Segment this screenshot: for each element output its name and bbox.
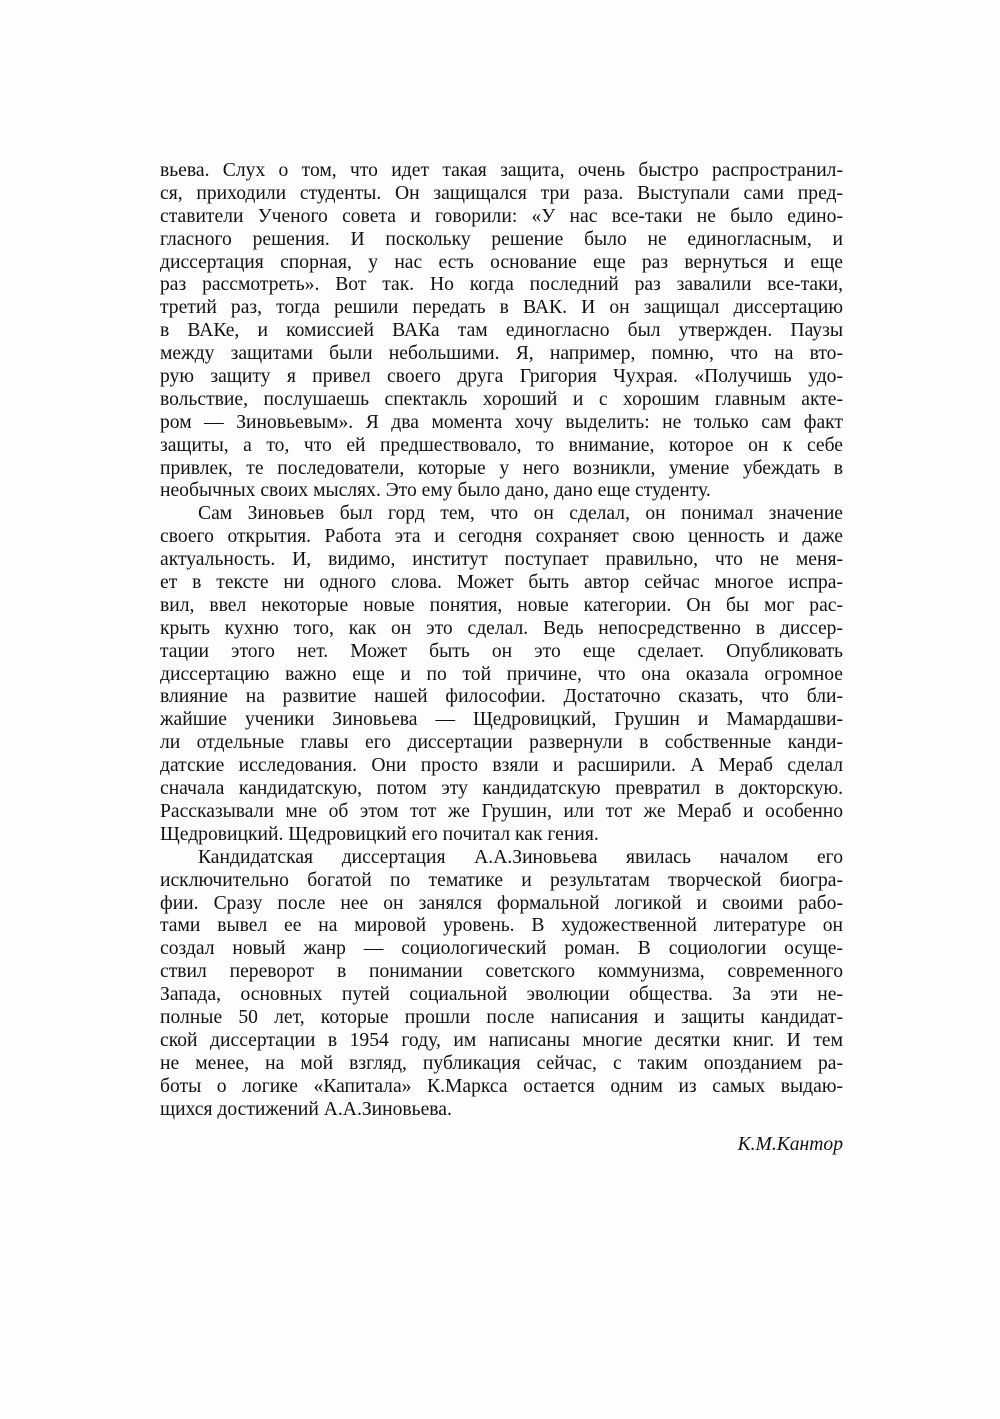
text-line: Кандидатская диссертация А.А.Зиновьева явилась началом его <box>198 846 843 868</box>
text-line: щихся достижений А.А.Зиновьева. <box>160 1098 452 1120</box>
text-line: Сам Зиновьев был горд тем, что он сделал, он понимал значение <box>198 503 843 525</box>
text-line: крыть кухню того, как он это сделал. Ведь непосредственно в диссер- <box>160 617 843 639</box>
text-line: вьева. Слух о том, что идет такая защита, очень быстро распространил- <box>160 160 843 181</box>
text-line: гласного решения. И поскольку решение было не единогласным, и <box>160 228 843 250</box>
text-line: между защитами были небольшими. Я, например, помню, что на вто- <box>160 343 843 365</box>
text-line: жайшие ученики Зиновьева — Щедровицкий, Грушин и Мамардашви- <box>160 709 843 731</box>
text-line: влияние на развитие нашей философии. Достаточно сказать, что бли- <box>160 686 843 708</box>
text-line: вольствие, послушаешь спектакль хороший и с хорошим главным акте- <box>160 388 843 410</box>
text-line: третий раз, тогда решили передать в ВАК. И он защищал диссертацию <box>160 297 843 319</box>
text-line: своего открытия. Работа эта и сегодня сохраняет свою ценность и даже <box>160 526 843 548</box>
text-line: диссертацию важно еще и по той причине, что она оказала огромное <box>160 663 843 685</box>
paragraph <box>160 847 843 1122</box>
paragraph <box>160 160 843 503</box>
text-line: сначала кандидатскую, потом эту кандидатскую превратил в докторскую. <box>160 778 843 800</box>
paragraph <box>160 503 843 846</box>
text-line: ли отдельные главы его диссертации развернули в собственные канди- <box>160 732 843 754</box>
text-line: фии. Сразу после нее он занялся формальной логикой и своими рабо- <box>160 892 843 914</box>
text-line: исключительно богатой по тематике и результатам творческой биогра- <box>160 869 843 891</box>
text-line: Рассказывали мне об этом тот же Грушин, или тот же Мераб и особенно <box>160 800 843 822</box>
text-line: Запада, основных путей социальной эволюции общества. За эти не- <box>160 984 843 1006</box>
text-line: создал новый жанр — социологический роман. В социологии осуще- <box>160 938 843 960</box>
text-line: раз рассмотреть». Вот так. Но когда последний раз завалили все-таки, <box>160 274 843 296</box>
text-line: датские исследования. Они просто взяли и расширили. А Мераб сделал <box>160 755 843 777</box>
text-line: ствил переворот в понимании советского коммунизма, современного <box>160 961 843 983</box>
text-line: актуальность. И, видимо, институт поступает правильно, что не меня- <box>160 549 843 571</box>
text-line: ром — Зиновьевым». Я два момента хочу выделить: не только сам факт <box>160 411 843 433</box>
text-line: Щедровицкий. Щедровицкий его почитал как гения. <box>160 823 599 845</box>
text-line: боты о логике «Капитала» К.Маркса остается одним из самых выдаю- <box>160 1075 843 1097</box>
text-line: полные 50 лет, которые прошли после написания и защиты кандидат- <box>160 1006 843 1028</box>
text-line: ся, приходили студенты. Он защищался три раза. Выступали сами пред- <box>160 182 843 204</box>
text-line: ет в тексте ни одного слова. Может быть автор сейчас многое испра- <box>160 572 843 594</box>
text-line: не менее, на мой взгляд, публикация сейчас, с таким опозданием ра- <box>160 1052 843 1074</box>
text-line: в ВАКе, и комиссией ВАКа там единогласно был утвержден. Паузы <box>160 320 843 342</box>
text-line: необычных своих мыслях. Это ему было дано, дано еще студенту. <box>160 480 711 502</box>
text-line: ставители Ученого совета и говорили: «У нас все-таки не было едино- <box>160 205 843 227</box>
text-line: диссертация спорная, у нас есть основание еще раз вернуться и еще <box>160 251 843 273</box>
text-line: защиты, а то, что ей предшествовало, то внимание, которое он к себе <box>160 434 843 456</box>
body-text <box>160 160 843 1121</box>
author-signature: К.М.Кантор <box>737 1134 843 1155</box>
text-line: тами вывел ее на мировой уровень. В художественной литературе он <box>160 915 843 937</box>
text-line: вил, ввел некоторые новые понятия, новые категории. Он бы мог рас- <box>160 594 843 616</box>
text-line: привлек, те последователи, которые у него возникли, умение убеждать в <box>160 457 843 479</box>
text-line: рую защиту я привел своего друга Григория Чухрая. «Получишь удо- <box>160 366 843 388</box>
text-line: тации этого нет. Может быть он это еще сделает. Опубликовать <box>160 640 843 662</box>
text-line: ской диссертации в 1954 году, им написаны многие десятки книг. И тем <box>160 1029 843 1051</box>
